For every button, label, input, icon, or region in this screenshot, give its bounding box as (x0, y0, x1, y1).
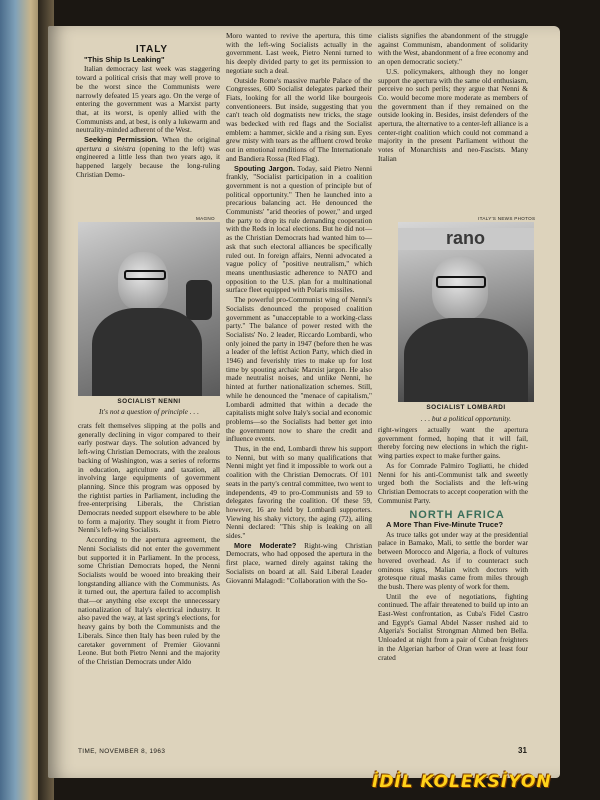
runin-heading: Spouting Jargon. (234, 163, 295, 173)
article-headline: A More Than Five-Minute Truce? (386, 520, 504, 530)
microphone-icon (186, 280, 212, 320)
magazine-page (48, 26, 560, 778)
paragraph: Until the eve of negotiations, fighting continued. The affair threatened to build up into an East-West confrontation, as Cuba's Fidel Castro and Egypt's Gamal Abdel Nasser rushed aid to Algeria's Socialist Strongman Ahmed ben Bella. Unloaded at night from a pair of Cuban freighters in the Algerian harbor of Oran were at least four crated (378, 591, 528, 662)
photo-credit: MAGNO (196, 216, 215, 221)
paragraph: cialists signifies the abandonment of the struggle against Communism, abandonment of solidarity with the West, abandonment of a free economy and an open democratic society." (378, 31, 528, 67)
photo-sign-text: rano (398, 228, 534, 250)
photo-figure-body (404, 318, 528, 402)
paragraph: As truce talks got under way at the presidential palace in Bamako, Mali, to settle the border war between Morocco and Algeria, a flock of vultures hovered overhead. As if to counteract such ominous signs, Malian witch doctors with grotesque ritual masks came from miles through the bush. There was plenty of work for them. (378, 529, 528, 591)
collection-watermark: İDİL KOLEKSİYON (372, 772, 552, 792)
photo-figure-head (118, 252, 168, 310)
photo-caption: . . . but a political opportunity. (420, 414, 512, 423)
paragraph: Italian democracy last week was staggering toward a political crisis that may well prove to be the worst since the Communists were narrowly defeated 15 years ago. On the verge of entering the government was a Marxist party that, at its worst, is openly allied with the Communists and, at best, is only a lukewarm and neutrality-minded adherent of the West. (76, 64, 220, 135)
section-heading-italy: ITALY (135, 44, 169, 55)
photo-caption-name: SOCIALIST NENNI (117, 398, 181, 405)
article-headline: "This Ship Is Leaking" (84, 54, 165, 64)
paragraph: As for Comrade Palmiro Togliatti, he chided Nenni for his anti-Communist talk and sweetly urged both the Socialists and the left-wing Christian Democrats to accept cooperation with the Communist Party. (378, 460, 528, 505)
column-1-top (76, 46, 220, 181)
paragraph: Thus, in the end, Lombardi threw his support to Nenni, but with so many qualifications that Nenni might yet find it impossible to work out a coalition with the Christian Democrats. Of 101 seats in the party's central committee, two went to independents, 49 to pro-Communists and 59 to delegates favoring the coalition. Of these 59, however, 16 are held by Lombardi supporters. Viewing his shaky victory, the aging (72), ailing Nenni declared: "This ship is leaking on all sides." (226, 444, 372, 541)
paragraph: crats felt themselves slipping at the polls and generally declining in vigor compared to their early postwar days. The solution advanced by left-wing Christian Democrats, with the zealous backing of Washington, was a series of reforms in education, agriculture and taxation, all involving large equipments of government planning. Since this program was opposed by the rightist parties in Parliament, including the free-enterprising Liberals, the Christian Democrats needed support elsewhere to be able to form a majority. They sought it from Pietro Nenni's left-wing Socialists. (78, 421, 220, 535)
column-3-bottom (378, 426, 528, 663)
column-2 (226, 32, 372, 586)
paragraph: Outside Rome's massive marble Palace of the Congresses, 600 Socialist delegates parked their Fiats, looking for all the world like bourgeois conventioneers. But inside, suggesting that you can't teach old dogmatists new tricks, the stage was bedecked with red flags and the Socialist emblem: a hammer, sickle and a rising sun. Eyes grew misty with tears as the affluent crowd broke out in emotional renditions of The Internationale and Bandiera Rossa (Red Flag). (226, 75, 372, 163)
glasses-icon (436, 276, 486, 288)
photo-credit: ITALY'S NEWS PHOTOS (478, 216, 536, 221)
runin-heading: More Moderate? (234, 540, 297, 550)
paragraph-text: (opening to the left) was engineered a little less than two years ago, it happened largely because the long-ruling Christian Demo- (76, 143, 221, 179)
paragraph-text: Right-wing Christian Democrats, who had opposed the apertura in the first place, warned direly against taking the Socialists on board at all. Said Liberal Leader Giovanni Malagodi: "Collaboration with the So- (226, 540, 372, 585)
glasses-icon (124, 270, 166, 280)
italic-term: apertura a sinistra (76, 143, 136, 153)
photo-caption-name: SOCIALIST LOMBARDI (426, 404, 506, 411)
page-number: 31 (518, 746, 527, 755)
photo-nenni (78, 222, 220, 396)
issue-footer: TIME, NOVEMBER 8, 1963 (78, 748, 166, 755)
paragraph-text: Today, said Pietro Nenni frankly, "Socialist participation in a coalition government is not a question of principle but of political opportunity." Then he launched into a precarious balancing act. He denounced the Communists' "arid theories of power," and urged the party to drop its rule demanding cooperation with the Reds in local elections. But he did not—as the Christian Democrats had wanted him to—ask that such electoral alliances be specifically ruled out. In foreign affairs, Nenni advocated a vague policy of "positive neutralism," which means unenthusiastic adherence to NATO and opposition to the U.S. plan for a multinational surface fleet equipped with Polaris missiles. (226, 163, 372, 295)
paragraph: Moro wanted to revive the apertura, this time with the left-wing Socialists actually in the government. Last week, Pietro Nenni turned to his deeply divided party to get its permission to negotiate such a deal. (226, 31, 372, 75)
paragraph: U.S. policymakers, although they no longer support the apertura with the same old enthusiasm, perceive no such perils; they argue that Nenni & Co. would become more moderate as members of the government than if they remained on the outside looking in. Besides, insist defenders of the apertura, the alternative to a center-left alliance is a center-right coalition which could not command a majority in the present Parliament without the votes of Monarchists and neo-Fascists. Many Italian (378, 66, 528, 163)
photo-lombardi (398, 222, 534, 402)
column-3-top (378, 32, 528, 165)
photo-figure-head (432, 256, 488, 320)
photo-caption: It's not a question of principle . . . (99, 407, 199, 416)
paragraph: The powerful pro-Communist wing of Nenni's Socialists denounced the proposed coalition government as "unacceptable to a working-class party." The balance of power rested with the Socialists' No. 2 leader, Riccardo Lombardi, who only joined the party in 1947 (before then he was a leader of the leftist Action Party, which died in 1946) and feverishly tries to make up for lost time by spouting archaic Marxist jargon. He also made neutralist noises, and unlike Nenni, he hinted at further nationalization schemes. Still, while he denounced the "menace of capitalism," Lombardi admitted that within a decade the capitalists might solve Italy's social and economic problems—so the Socialists had better get into the government now to share the credit and influence events. (226, 295, 373, 444)
section-heading-north-africa: NORTH AFRICA (409, 509, 505, 522)
column-1-bottom (78, 422, 220, 668)
paragraph-text: When the original (157, 135, 220, 145)
runin-heading: Seeking Permission. (84, 135, 158, 145)
paragraph: right-wingers actually want the apertura government formed, hoping that it will fail, thereby forcing new elections in which the right-wing parties expect to make further gains. (378, 425, 528, 461)
paragraph: According to the apertura agreement, the Nenni Socialists did not enter the government but supported it in Parliament. In the process, some Christian Democrats hoped, the Nenni Socialists would be wooed into breaking their longstanding alliance with the Communists. As it turned out, the apertura failed to accomplish that—or anything else except the unnecessary nationalization of Italy's electrical industry. It also paved the way, at last spring's elections, for heavy gains by both the Communists and the Liberals. Since then Italy has been ruled by the caretaker government of Premier Giovanni Leone. But both Pietro Nenni and the majority of the Christian Democrats under Aldo (78, 535, 220, 666)
photo-figure-body (92, 308, 202, 396)
